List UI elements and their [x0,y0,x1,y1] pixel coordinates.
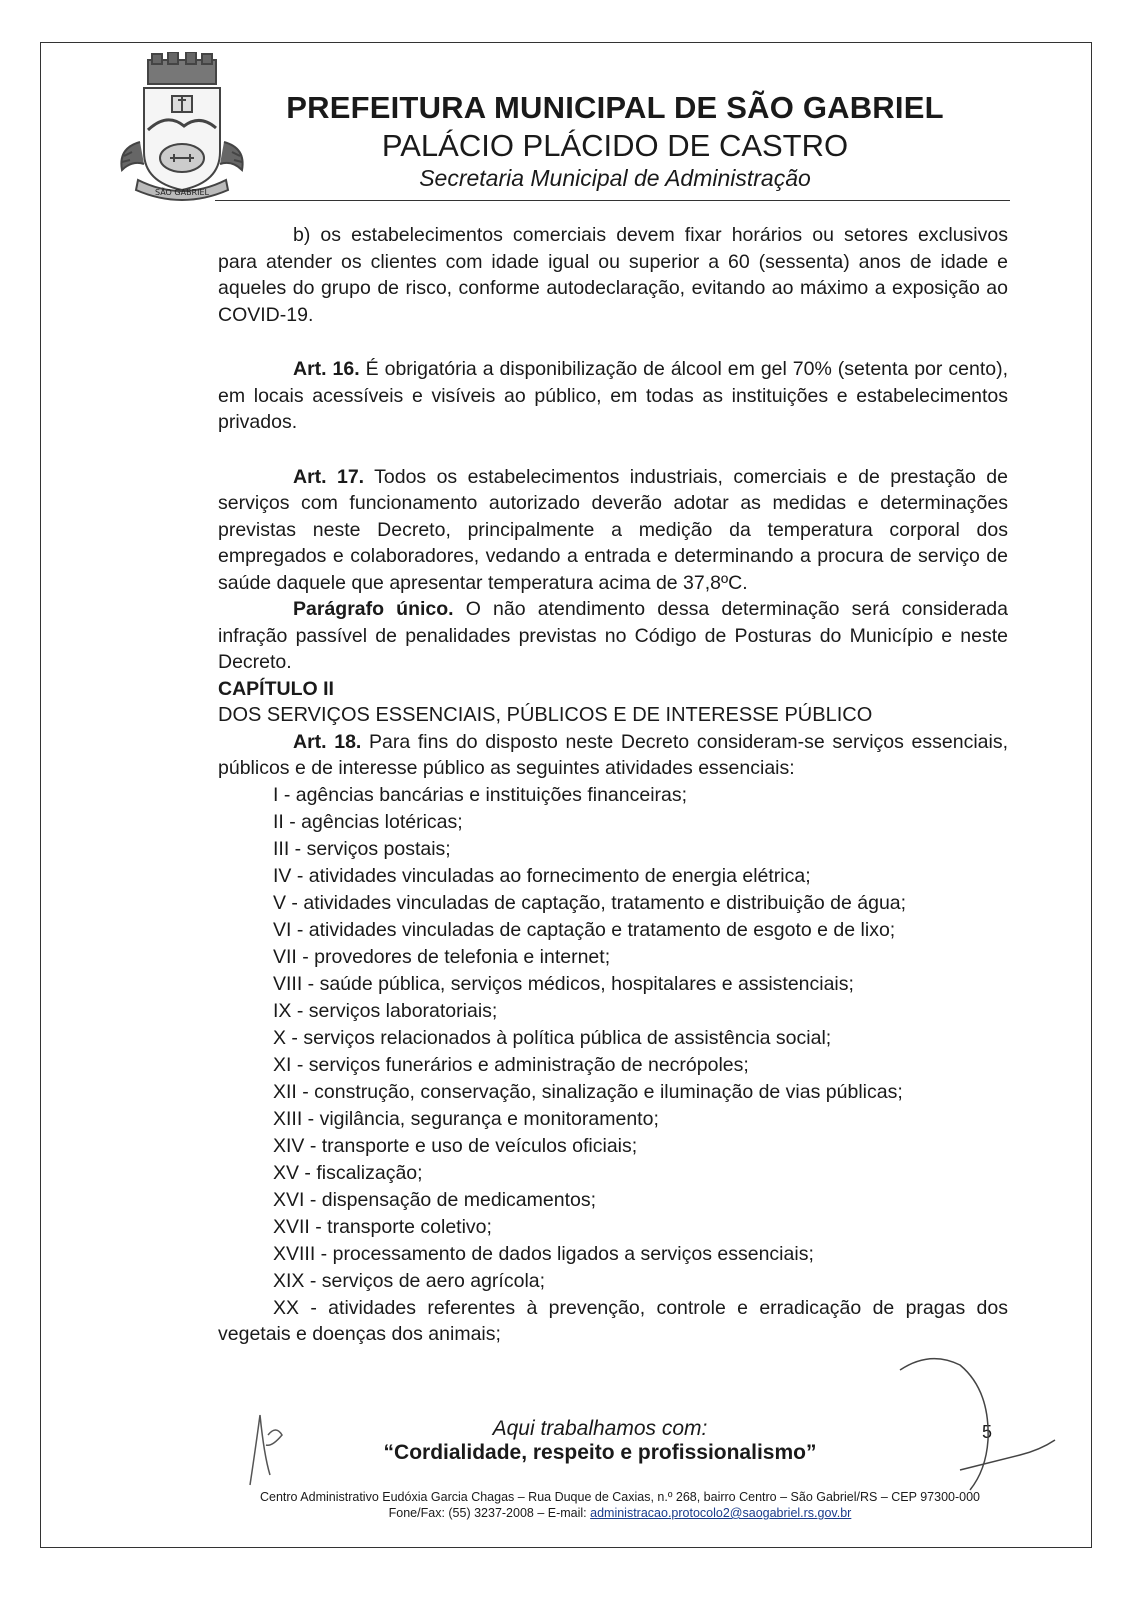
list-item: I - agências bancárias e instituições financeiras; [273,783,688,806]
item-b-paragraph: b) os estabelecimentos comerciais devem fixar horários ou setores exclusivos para atender os clientes com idade igual ou superior a 60 (sessenta) anos de idade e aqueles do grupo de risco, conforme autodeclaração, evitando ao máximo a exposição ao COVID-19. [218,224,1008,326]
department-name: Secretaria Municipal de Administração [419,165,811,191]
palace-subtitle: PALÁCIO PLÁCIDO DE CASTRO [381,128,849,163]
list-item: IX - serviços laboratoriais; [273,999,498,1022]
list-item: X - serviços relacionados à política pública de assistência social; [273,1026,832,1049]
header-divider [215,200,1010,201]
list-item: VII - provedores de telefonia e internet; [273,945,611,968]
motto-intro: Aqui trabalhamos com: [492,1417,708,1440]
footer-contact [240,1506,1000,1520]
crest-ribbon-text: SÃO GABRIEL [155,188,209,197]
list-item: IV - atividades vinculadas ao fornecimento de energia elétrica; [273,864,811,887]
chapter-subtitle: DOS SERVIÇOS ESSENCIAIS, PÚBLICOS E DE INTERESSE PÚBLICO [218,704,873,726]
article-16 [218,356,1008,436]
article-18-text: Para fins do disposto neste Decreto consideram-se serviços essenciais, públicos e de interesse público as seguintes atividades essenciais: [218,730,1008,779]
article-16-text: É obrigatória a disponibilização de álcool em gel 70% (setenta por cento), em locais acessíveis e visíveis ao público, em todas as instituições e estabelecimentos privados. [218,358,1009,433]
sole-paragraph-label: Parágrafo único. [293,598,454,620]
list-item: VIII - saúde pública, serviços médicos, hospitalares e assistenciais; [273,972,854,995]
list-item: XVIII - processamento de dados ligados a serviços essenciais; [273,1242,814,1265]
list-item-xx: XX - atividades referentes à prevenção, controle e erradicação de pragas dos vegetais e doenças dos animais; [218,1296,1008,1345]
page-number: 5 [982,1422,993,1442]
essential-services-list [218,782,1008,1295]
article-18-label: Art. 18. [293,730,362,753]
list-item: II - agências lotéricas; [273,810,463,833]
list-item: XIX - serviços de aero agrícola; [273,1269,546,1292]
list-item: XVII - transporte coletivo; [273,1215,492,1238]
motto-text: “Cordialidade, respeito e profissionalismo” [383,1441,817,1464]
municipality-title: PREFEITURA MUNICIPAL DE SÃO GABRIEL [286,90,944,125]
sole-paragraph [218,596,1008,676]
list-item: XIII - vigilância, segurança e monitoramento; [273,1107,659,1130]
chapter-title: CAPÍTULO II [218,677,334,700]
article-17 [218,464,1008,597]
article-17-text: Todos os estabelecimentos industriais, comerciais e de prestação de serviços com funcionamento autorizado deverão adotar as medidas e determinações previstas neste Decreto, principalmente a medição da temperatura corporal dos empregados e colaboradores, vedando a entrada e determinando a procura de serviço de saúde daquele que apresentar temperatura acima de 37,8ºC. [218,465,1008,594]
email-link[interactable]: administracao.protocolo2@saogabriel.rs.gov.br [590,1506,852,1520]
initials-signature [242,1405,292,1495]
list-item: V - atividades vinculadas de captação, tratamento e distribuição de água; [273,891,907,914]
list-item: XV - fiscalização; [273,1161,423,1184]
list-item: III - serviços postais; [273,837,451,860]
list-item: XVI - dispensação de medicamentos; [273,1188,597,1211]
list-item: VI - atividades vinculadas de captação e tratamento de esgoto e de lixo; [273,918,896,941]
document-body [218,222,1008,1348]
article-16-label: Art. 16. [293,358,360,380]
sole-paragraph-text: O não atendimento dessa determinação será considerada infração passível de penalidades previstas no Código de Posturas do Município e neste Decreto. [218,598,1008,673]
footer-phone: Fone/Fax: (55) 3237-2008 – E-mail: [388,1506,591,1520]
article-18 [218,729,1008,782]
list-item: XIV - transporte e uso de veículos oficiais; [273,1134,638,1157]
article-17-label: Art. 17. [293,465,365,488]
handwritten-signature [890,1350,1070,1500]
list-item: XII - construção, conservação, sinalização e iluminação de vias públicas; [273,1080,903,1103]
footer-address: Centro Administrativo Eudóxia Garcia Chagas – Rua Duque de Caxias, n.º 268, bairro Centro – São Gabriel/RS – CEP 97300-000 [259,1490,980,1504]
list-item: XI - serviços funerários e administração de necrópoles; [273,1053,749,1076]
